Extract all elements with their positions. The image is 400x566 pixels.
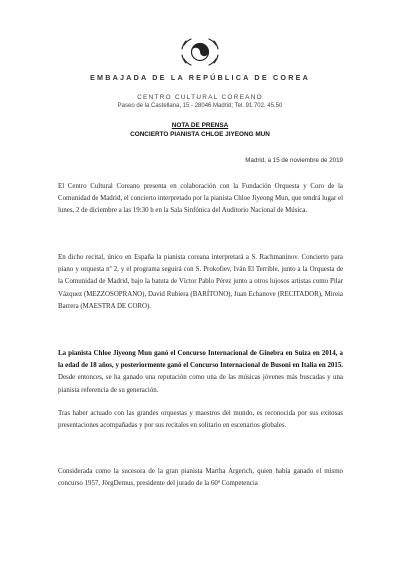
paragraph-program: En dicho recital, único en España la pianista coreana interpretará a S. Rachmaninov. Concierto para piano y orquesta nº 2, y el programa seguirá con S. Prokofiev, Iván El Terrible, junto a la Orquesta de la Comunidad de Madrid, bajo la batuta de Víctor Pablo Pérez junto a otros lujosos artistas como Pilar Vázquez (MEZZOSOPRANO), David Rubiera (BARÍTONO), Juan Echanove (RECITADOR), Mireia Barrera (MAESTRA DE CORO). (58, 254, 343, 310)
paragraph-successor: Considerada como la sucesora de la gran pianista Martha Argerich, quien había ganado el mismo concurso 1957, JörgDemus, presidente del jurado de la 60ª Competencia (58, 468, 343, 488)
press-note-title: NOTA DE PRENSA (171, 122, 229, 129)
center-address: Paseo de la Castellana, 15 - 28046 Madrid; Tel. 91.702. 45.50 (117, 103, 283, 109)
paragraph-career: Tras haber actuado con las grandes orquestas y maestros del mundo, es reconocida por sus exitosas presentaciones acompañadas y por sus recitales en solitario en escenarios globales. (58, 410, 343, 430)
paragraph-awards (58, 348, 343, 397)
awards-rest-text: Desde entonces, se ha ganado una reputación como una de las músicas jóvenes más buscadas y una pianista referencia de su generación. (58, 374, 343, 394)
concert-title: CONCIERTO PIANISTA CHLOE JIYEONG MUN (130, 131, 270, 138)
taeguk-emblem-icon (178, 36, 222, 70)
embassy-name: EMBAJADA DE LA REPÚBLICA DE COREA (90, 73, 310, 82)
paragraph-intro: El Centro Cultural Coreano presenta en colaboración con la Fundación Orquesta y Coro de la Comunidad de Madrid, el concierto interpretado por la pianista Chloe Jiyeong Mun, que tendrá lugar el lunes, 2 de diciembre a las 19:30 h en la Sala Sinfónica del Auditorio Nacional de Música. (58, 183, 343, 215)
cultural-center-name: CENTRO CULTURAL COREANO (137, 94, 263, 101)
awards-bold-text: La pianista Chloe Jiyeong Mun ganó el Concurso Internacional de Ginebra en Suiza en 2014, a la edad de 18 años, y posteriormente ganó el Concurso Internacional de Busoni en Italia en 2015. (58, 350, 343, 370)
release-date: Madrid, a 15 de noviembre de 2019 (245, 157, 343, 164)
